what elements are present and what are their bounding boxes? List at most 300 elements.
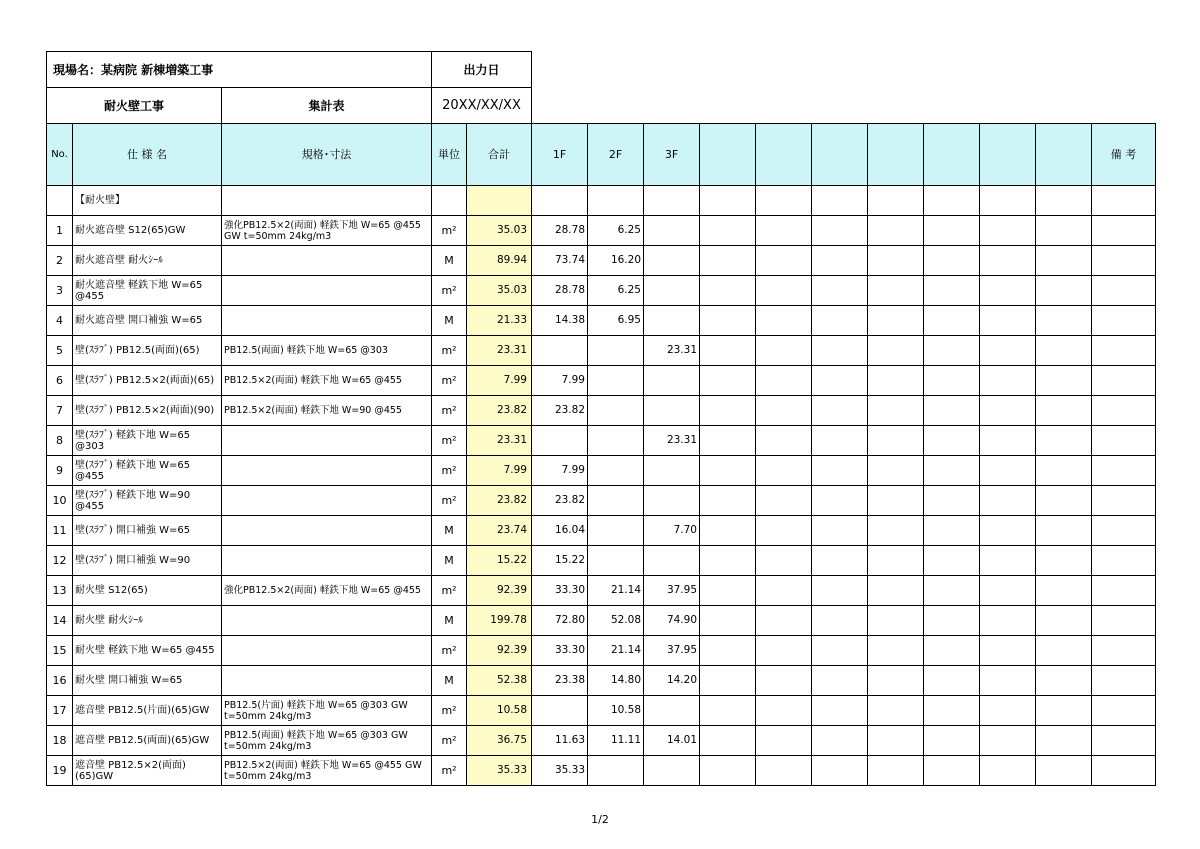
row-extra-cell — [1036, 216, 1092, 246]
row-3f — [644, 486, 700, 516]
row-remarks — [1092, 606, 1156, 636]
row-spec — [222, 246, 432, 276]
row-unit: M — [432, 606, 467, 636]
row-name: 壁(ｽﾗﾌﾞ) 開口補強 W=65 — [73, 516, 222, 546]
row-name: 耐火遮音壁 S12(65)GW — [73, 216, 222, 246]
row-extra-cell — [700, 216, 756, 246]
row-2f — [588, 456, 644, 486]
row-extra-cell — [1036, 606, 1092, 636]
row-extra-cell — [700, 486, 756, 516]
row-extra-cell — [1036, 726, 1092, 756]
row-extra-cell — [812, 666, 868, 696]
row-name: 耐火壁 S12(65) — [73, 576, 222, 606]
row-spec — [222, 276, 432, 306]
row-2f — [588, 516, 644, 546]
row-unit: m² — [432, 396, 467, 426]
row-no: 9 — [47, 456, 73, 486]
row-1f: 28.78 — [532, 276, 588, 306]
row-total: 89.94 — [467, 246, 532, 276]
row-extra-cell — [924, 426, 980, 456]
row-extra-cell — [924, 516, 980, 546]
row-no: 1 — [47, 216, 73, 246]
row-extra-cell — [924, 246, 980, 276]
row-name: 耐火遮音壁 軽鉄下地 W=65 @455 — [73, 276, 222, 306]
section-row — [47, 186, 1156, 216]
col-no-header: No. — [47, 124, 73, 186]
row-extra-cell — [868, 516, 924, 546]
row-extra-cell — [756, 336, 812, 366]
row-extra-cell — [756, 396, 812, 426]
row-extra-cell — [700, 606, 756, 636]
row-2f — [588, 396, 644, 426]
row-extra-cell — [924, 456, 980, 486]
row-extra-cell — [980, 396, 1036, 426]
row-name: 壁(ｽﾗﾌﾞ) PB12.5(両面)(65) — [73, 336, 222, 366]
output-date-label: 出力日 — [432, 52, 532, 88]
row-extra-cell — [980, 276, 1036, 306]
col-name-header: 仕 様 名 — [73, 124, 222, 186]
row-spec: PB12.5(片面) 軽鉄下地 W=65 @303 GW t=50mm 24kg/m3 — [222, 696, 432, 726]
row-extra-cell — [812, 696, 868, 726]
row-no: 19 — [47, 756, 73, 786]
row-1f: 23.38 — [532, 666, 588, 696]
row-unit: m² — [432, 276, 467, 306]
row-total: 21.33 — [467, 306, 532, 336]
row-remarks — [1092, 306, 1156, 336]
row-extra-cell — [812, 756, 868, 786]
row-extra-cell — [980, 486, 1036, 516]
summary-table — [46, 123, 1156, 786]
row-extra-cell — [1036, 276, 1092, 306]
row-extra-cell — [812, 366, 868, 396]
row-extra-cell — [868, 216, 924, 246]
row-spec — [222, 426, 432, 456]
row-extra-cell — [868, 486, 924, 516]
row-name: 壁(ｽﾗﾌﾞ) 軽鉄下地 W=65 @455 — [73, 456, 222, 486]
col-extra-header — [700, 124, 756, 186]
row-extra-cell — [868, 426, 924, 456]
row-unit: m² — [432, 756, 467, 786]
row-2f: 10.58 — [588, 696, 644, 726]
row-2f: 6.25 — [588, 216, 644, 246]
row-extra-cell — [700, 576, 756, 606]
row-extra-cell — [812, 396, 868, 426]
row-remarks — [1092, 396, 1156, 426]
site-name: 現場名：某病院 新棟増築工事 — [47, 52, 432, 88]
row-1f: 33.30 — [532, 576, 588, 606]
row-2f: 11.11 — [588, 726, 644, 756]
row-extra-cell — [812, 306, 868, 336]
row-remarks — [1092, 726, 1156, 756]
table-row — [47, 546, 1156, 576]
row-extra-cell — [924, 366, 980, 396]
row-3f — [644, 456, 700, 486]
row-total: 23.31 — [467, 336, 532, 366]
row-spec — [222, 486, 432, 516]
table-header-row — [47, 124, 1156, 186]
row-unit: m² — [432, 336, 467, 366]
table-row — [47, 456, 1156, 486]
row-1f — [532, 336, 588, 366]
row-extra-cell — [1036, 366, 1092, 396]
row-total: 35.03 — [467, 276, 532, 306]
row-extra-cell — [812, 246, 868, 276]
row-extra-cell — [700, 426, 756, 456]
row-3f: 14.20 — [644, 666, 700, 696]
row-extra-cell — [812, 486, 868, 516]
row-remarks — [1092, 426, 1156, 456]
row-extra-cell — [700, 546, 756, 576]
row-no: 7 — [47, 396, 73, 426]
row-remarks — [1092, 666, 1156, 696]
row-extra-cell — [868, 666, 924, 696]
row-unit: m² — [432, 456, 467, 486]
table-row — [47, 636, 1156, 666]
row-unit: m² — [432, 426, 467, 456]
row-extra-cell — [980, 246, 1036, 276]
row-extra-cell — [700, 666, 756, 696]
row-extra-cell — [924, 276, 980, 306]
table-row — [47, 246, 1156, 276]
row-3f: 37.95 — [644, 636, 700, 666]
row-unit: m² — [432, 486, 467, 516]
row-extra-cell — [980, 546, 1036, 576]
col-extra-header — [1036, 124, 1092, 186]
row-1f: 28.78 — [532, 216, 588, 246]
row-extra-cell — [1036, 756, 1092, 786]
row-name: 壁(ｽﾗﾌﾞ) 軽鉄下地 W=65 @303 — [73, 426, 222, 456]
row-name: 遮音壁 PB12.5(片面)(65)GW — [73, 696, 222, 726]
row-2f — [588, 756, 644, 786]
row-no: 11 — [47, 516, 73, 546]
row-no: 13 — [47, 576, 73, 606]
row-extra-cell — [980, 756, 1036, 786]
row-extra-cell — [1036, 456, 1092, 486]
row-extra-cell — [980, 606, 1036, 636]
col-total-header: 合計 — [467, 124, 532, 186]
row-extra-cell — [700, 306, 756, 336]
row-spec — [222, 456, 432, 486]
row-1f: 23.82 — [532, 396, 588, 426]
row-extra-cell — [924, 396, 980, 426]
row-name: 遮音壁 PB12.5×2(両面)(65)GW — [73, 756, 222, 786]
row-3f — [644, 546, 700, 576]
row-extra-cell — [980, 216, 1036, 246]
row-no: 14 — [47, 606, 73, 636]
row-no: 3 — [47, 276, 73, 306]
row-1f: 7.99 — [532, 456, 588, 486]
row-remarks — [1092, 486, 1156, 516]
row-extra-cell — [756, 456, 812, 486]
row-extra-cell — [924, 546, 980, 576]
row-extra-cell — [868, 396, 924, 426]
row-extra-cell — [980, 696, 1036, 726]
row-3f — [644, 306, 700, 336]
row-extra-cell — [868, 606, 924, 636]
row-extra-cell — [756, 576, 812, 606]
row-extra-cell — [756, 726, 812, 756]
row-spec: PB12.5×2(両面) 軽鉄下地 W=65 @455 — [222, 366, 432, 396]
row-3f — [644, 216, 700, 246]
col-2f-header: 2F — [588, 124, 644, 186]
row-3f — [644, 276, 700, 306]
row-spec — [222, 636, 432, 666]
row-unit: M — [432, 516, 467, 546]
row-spec: 強化PB12.5×2(両面) 軽鉄下地 W=65 @455 — [222, 576, 432, 606]
row-no: 4 — [47, 306, 73, 336]
row-remarks — [1092, 336, 1156, 366]
row-extra-cell — [924, 756, 980, 786]
row-extra-cell — [868, 636, 924, 666]
row-extra-cell — [924, 696, 980, 726]
row-extra-cell — [812, 606, 868, 636]
row-extra-cell — [756, 546, 812, 576]
table-row — [47, 396, 1156, 426]
table-row — [47, 516, 1156, 546]
row-extra-cell — [980, 336, 1036, 366]
output-date: 20XX/XX/XX — [432, 88, 532, 124]
row-extra-cell — [1036, 306, 1092, 336]
row-extra-cell — [980, 636, 1036, 666]
row-no: 15 — [47, 636, 73, 666]
row-1f: 23.82 — [532, 486, 588, 516]
row-extra-cell — [756, 366, 812, 396]
row-extra-cell — [700, 636, 756, 666]
page-indicator: 1/2 — [591, 813, 609, 826]
row-total: 15.22 — [467, 546, 532, 576]
table-row — [47, 276, 1156, 306]
row-remarks — [1092, 456, 1156, 486]
table-row — [47, 486, 1156, 516]
row-extra-cell — [980, 516, 1036, 546]
row-remarks — [1092, 246, 1156, 276]
row-1f: 11.63 — [532, 726, 588, 756]
row-extra-cell — [756, 606, 812, 636]
row-1f: 35.33 — [532, 756, 588, 786]
row-remarks — [1092, 636, 1156, 666]
col-extra-header — [868, 124, 924, 186]
row-2f: 52.08 — [588, 606, 644, 636]
table-row — [47, 696, 1156, 726]
row-3f: 23.31 — [644, 336, 700, 366]
row-2f: 21.14 — [588, 576, 644, 606]
row-remarks — [1092, 696, 1156, 726]
row-no: 17 — [47, 696, 73, 726]
row-name: 耐火壁 耐火ｼｰﾙ — [73, 606, 222, 636]
row-unit: M — [432, 306, 467, 336]
table-row — [47, 366, 1156, 396]
row-total: 7.99 — [467, 456, 532, 486]
row-remarks — [1092, 276, 1156, 306]
row-2f: 14.80 — [588, 666, 644, 696]
row-extra-cell — [812, 276, 868, 306]
row-total: 23.31 — [467, 426, 532, 456]
row-extra-cell — [812, 336, 868, 366]
row-spec — [222, 306, 432, 336]
row-extra-cell — [812, 516, 868, 546]
row-total: 23.82 — [467, 486, 532, 516]
row-unit: m² — [432, 576, 467, 606]
col-extra-header — [812, 124, 868, 186]
row-total: 23.82 — [467, 396, 532, 426]
row-extra-cell — [924, 486, 980, 516]
row-extra-cell — [924, 726, 980, 756]
row-total: 92.39 — [467, 636, 532, 666]
row-extra-cell — [700, 516, 756, 546]
row-1f: 15.22 — [532, 546, 588, 576]
row-unit: m² — [432, 726, 467, 756]
row-2f — [588, 426, 644, 456]
row-extra-cell — [868, 276, 924, 306]
col-extra-header — [756, 124, 812, 186]
row-extra-cell — [756, 216, 812, 246]
row-1f: 33.30 — [532, 636, 588, 666]
row-3f: 74.90 — [644, 606, 700, 636]
row-extra-cell — [980, 456, 1036, 486]
row-extra-cell — [812, 216, 868, 246]
row-total: 10.58 — [467, 696, 532, 726]
row-name: 遮音壁 PB12.5(両面)(65)GW — [73, 726, 222, 756]
row-no: 18 — [47, 726, 73, 756]
row-1f: 73.74 — [532, 246, 588, 276]
table-row — [47, 726, 1156, 756]
row-extra-cell — [868, 306, 924, 336]
row-total: 36.75 — [467, 726, 532, 756]
row-name: 壁(ｽﾗﾌﾞ) 開口補強 W=90 — [73, 546, 222, 576]
col-unit-header: 単位 — [432, 124, 467, 186]
row-extra-cell — [756, 486, 812, 516]
row-extra-cell — [700, 276, 756, 306]
row-extra-cell — [756, 516, 812, 546]
row-remarks — [1092, 516, 1156, 546]
row-extra-cell — [868, 726, 924, 756]
row-spec: PB12.5×2(両面) 軽鉄下地 W=90 @455 — [222, 396, 432, 426]
row-extra-cell — [924, 576, 980, 606]
row-extra-cell — [700, 336, 756, 366]
row-remarks — [1092, 576, 1156, 606]
row-extra-cell — [700, 756, 756, 786]
col-1f-header: 1F — [532, 124, 588, 186]
col-extra-header — [980, 124, 1036, 186]
row-extra-cell — [868, 336, 924, 366]
col-3f-header: 3F — [644, 124, 700, 186]
row-extra-cell — [1036, 396, 1092, 426]
row-unit: m² — [432, 366, 467, 396]
row-2f: 16.20 — [588, 246, 644, 276]
row-extra-cell — [1036, 426, 1092, 456]
row-extra-cell — [980, 366, 1036, 396]
row-extra-cell — [868, 756, 924, 786]
row-spec — [222, 516, 432, 546]
row-name: 壁(ｽﾗﾌﾞ) PB12.5×2(両面)(65) — [73, 366, 222, 396]
row-2f: 6.25 — [588, 276, 644, 306]
table-row — [47, 216, 1156, 246]
row-2f — [588, 366, 644, 396]
row-extra-cell — [756, 276, 812, 306]
row-extra-cell — [812, 636, 868, 666]
row-extra-cell — [924, 306, 980, 336]
row-2f — [588, 336, 644, 366]
row-3f: 23.31 — [644, 426, 700, 456]
row-extra-cell — [924, 336, 980, 366]
row-extra-cell — [1036, 336, 1092, 366]
table-row — [47, 336, 1156, 366]
row-3f — [644, 396, 700, 426]
row-1f — [532, 696, 588, 726]
row-total: 199.78 — [467, 606, 532, 636]
row-2f: 6.95 — [588, 306, 644, 336]
row-name: 耐火壁 開口補強 W=65 — [73, 666, 222, 696]
row-extra-cell — [812, 426, 868, 456]
row-extra-cell — [1036, 696, 1092, 726]
row-remarks — [1092, 756, 1156, 786]
row-total: 52.38 — [467, 666, 532, 696]
row-extra-cell — [812, 546, 868, 576]
row-name: 壁(ｽﾗﾌﾞ) 軽鉄下地 W=90 @455 — [73, 486, 222, 516]
row-total: 23.74 — [467, 516, 532, 546]
row-3f: 37.95 — [644, 576, 700, 606]
row-name: 耐火遮音壁 開口補強 W=65 — [73, 306, 222, 336]
row-extra-cell — [1036, 666, 1092, 696]
row-unit: m² — [432, 696, 467, 726]
row-no: 12 — [47, 546, 73, 576]
row-3f — [644, 756, 700, 786]
row-extra-cell — [868, 576, 924, 606]
col-spec-header: 規格･寸法 — [222, 124, 432, 186]
row-extra-cell — [980, 666, 1036, 696]
row-extra-cell — [700, 696, 756, 726]
row-total: 7.99 — [467, 366, 532, 396]
row-2f — [588, 486, 644, 516]
row-extra-cell — [868, 696, 924, 726]
row-extra-cell — [980, 306, 1036, 336]
row-1f: 72.80 — [532, 606, 588, 636]
row-extra-cell — [1036, 516, 1092, 546]
col-extra-header — [924, 124, 980, 186]
row-2f — [588, 546, 644, 576]
row-extra-cell — [756, 426, 812, 456]
row-extra-cell — [1036, 546, 1092, 576]
row-spec: PB12.5(両面) 軽鉄下地 W=65 @303 — [222, 336, 432, 366]
table-row — [47, 426, 1156, 456]
row-extra-cell — [1036, 486, 1092, 516]
work-name: 耐火壁工事 — [47, 88, 222, 124]
row-extra-cell — [868, 366, 924, 396]
row-name: 壁(ｽﾗﾌﾞ) PB12.5×2(両面)(90) — [73, 396, 222, 426]
row-extra-cell — [700, 366, 756, 396]
row-extra-cell — [924, 216, 980, 246]
table-row — [47, 666, 1156, 696]
row-name: 耐火壁 軽鉄下地 W=65 @455 — [73, 636, 222, 666]
row-extra-cell — [812, 726, 868, 756]
row-no: 10 — [47, 486, 73, 516]
row-extra-cell — [868, 456, 924, 486]
row-extra-cell — [924, 666, 980, 696]
row-extra-cell — [1036, 576, 1092, 606]
row-extra-cell — [1036, 636, 1092, 666]
row-remarks — [1092, 216, 1156, 246]
row-extra-cell — [980, 726, 1036, 756]
row-extra-cell — [756, 696, 812, 726]
row-3f — [644, 246, 700, 276]
row-extra-cell — [980, 426, 1036, 456]
row-no: 5 — [47, 336, 73, 366]
row-name: 耐火遮音壁 耐火ｼｰﾙ — [73, 246, 222, 276]
row-no: 2 — [47, 246, 73, 276]
row-extra-cell — [812, 456, 868, 486]
row-extra-cell — [700, 726, 756, 756]
row-total: 92.39 — [467, 576, 532, 606]
